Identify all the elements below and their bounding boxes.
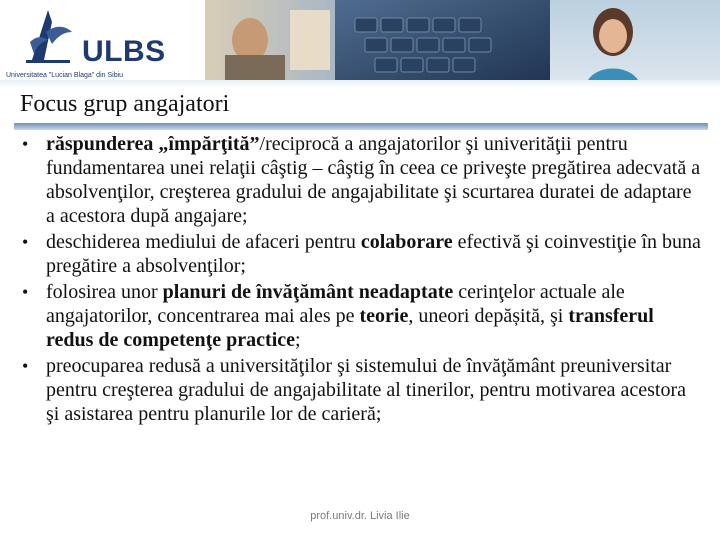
bullet-text-bold: colaborare — [360, 231, 453, 253]
bullet-text: deschiderea mediului de afaceri pentru — [46, 231, 361, 253]
slide-title: Focus grup angajatori — [20, 91, 230, 117]
bullet-text: folosirea unor — [46, 281, 163, 303]
bullet-dot-icon: • — [22, 356, 29, 376]
bullet-item — [22, 280, 702, 352]
bullet-text-bold: transferul redus de competenţe practice — [46, 305, 654, 351]
bullet-text-bold: teorie — [359, 305, 409, 327]
header-banner — [0, 0, 720, 88]
bullet-text: cerinţelor actuale ale angajatorilor, concentrarea mai ales pe — [46, 281, 625, 327]
logo-subtitle: Universitatea "Lucian Blaga" din Sibiu — [6, 72, 124, 79]
bullet-text: efectivă şi coinvestiţie în buna pregătire a absolvenţilor; — [46, 231, 701, 277]
footer-author: prof.univ.dr. Livia Ilie — [310, 510, 410, 522]
bullet-item — [22, 230, 702, 278]
university-logo — [0, 0, 205, 88]
logo-text: ULBS — [82, 35, 166, 68]
bullet-item — [22, 132, 702, 228]
bullet-list — [22, 132, 702, 428]
bullet-text: , uneori depășită, şi — [408, 305, 569, 327]
bullet-text: preocuparea redusă a universităţilor şi sistemului de învăţământ preuniversitar pentru creşterea gradului de angajabilitate al tinerilor, pentru motivarea acestora şi asistarea pentru planurile lor de carieră; — [46, 355, 687, 425]
bullet-dot-icon: • — [22, 282, 29, 302]
header-photo-collage — [205, 0, 720, 88]
bullet-text-bold: răspunderea „împărţită” — [46, 133, 260, 155]
bullet-item — [22, 354, 702, 426]
title-divider — [14, 123, 708, 130]
banner-fade — [0, 80, 720, 88]
bullet-text: ; — [295, 329, 301, 351]
bullet-dot-icon: • — [22, 134, 29, 154]
ulbs-emblem-icon — [22, 2, 74, 66]
bullet-dot-icon: • — [22, 232, 29, 252]
bullet-text-bold: planuri de învăţământ neadaptate — [162, 281, 454, 303]
bullet-text: /reciprocă a angajatorilor şi univerităţii pentru fundamentarea unei relaţii câştig – câştig în ceea ce priveşte pregătirea adecvată a absolvenţilor, creşterea gradului de angajabilitate şi scurtarea duratei de adaptare a acestora după angajare; — [46, 133, 701, 227]
